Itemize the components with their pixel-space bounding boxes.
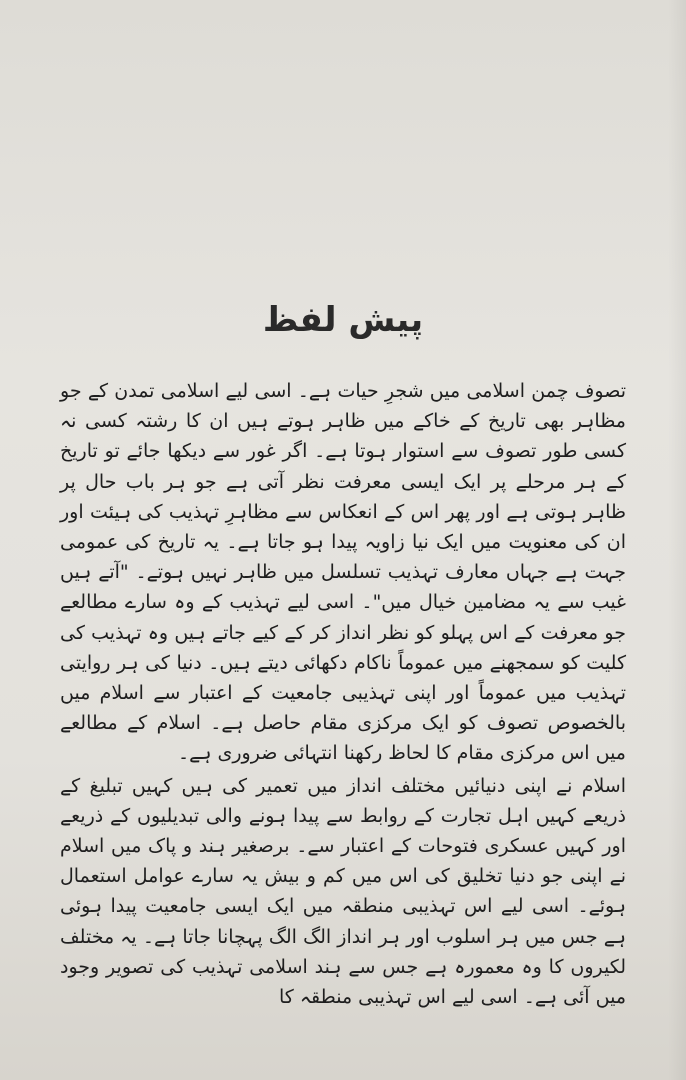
body-text xyxy=(60,376,626,1012)
paragraph: تصوف چمن اسلامی میں شجرِ حیات ہے۔ اسی لیے اسلامی تمدن کے جو مظاہر بھی تاریخ کے خاکے میں ظاہر ہوتے ہیں ان کا رشتہ کسی نہ کسی طور تصوف سے استوار ہوتا ہے۔ اگر غور سے دیکھا جائے تو تاریخ کے ہر مرحلے پر ایک ایسی معرفت نظر آتی ہے جو ہر باب حال پر ظاہر ہوتی ہے اور پھر اس کے انعکاس سے مظاہرِ تہذیب کی ہیئت اور ان کی معنویت میں ایک نیا زاویہ پیدا ہو جاتا ہے۔ یہ تاریخ کی عمومی جہت ہے جہاں معارف تہذیب تسلسل میں ظاہر نہیں ہوتے۔ "آتے ہیں غیب سے یہ مضامین خیال میں"۔ اسی لیے تہذیب کے وہ سارے مطالعے جو معرفت کے اس پہلو کو نظر انداز کر کے کیے جاتے ہیں وہ تہذیب کی کلیت کو سمجھنے میں عموماً ناکام دکھائی دیتے ہیں۔ دنیا کی ہر روایتی تہذیب میں عموماً اور اپنی تہذیبی جامعیت کے اعتبار سے اسلام میں بالخصوص تصوف کو ایک مرکزی مقام حاصل ہے۔ اسلام کے مطالعے میں اس مرکزی مقام کا لحاظ رکھنا انتہائی ضروری ہے۔ xyxy=(60,380,626,765)
page-title: پیش لفظ xyxy=(262,300,424,340)
paragraph: اسلام نے اپنی دنیائیں مختلف انداز میں تعمیر کی ہیں کہیں تبلیغ کے ذریعے کہیں اہل تجارت کے روابط سے پیدا ہونے والی تبدیلیوں کے ذریعے اور کہیں عسکری فتوحات کے اعتبار سے۔ برصغیر ہند و پاک میں اسلام نے اپنی جو دنیا تخلیق کی اس میں کم و بیش یہ سارے عوامل استعمال ہوئے۔ اسی لیے اس تہذیبی منطقہ میں ایک ایسی جامعیت پیدا ہوئی ہے جس میں ہر اسلوب اور ہر انداز الگ الگ پہچانا جاتا ہے۔ یہ مختلف لکیروں کا وہ معمورہ ہے جس سے ہند اسلامی تہذیب کی تصویر وجود میں آئی ہے۔ اسی لیے اس تہذیبی منطقہ کا xyxy=(60,774,626,1009)
